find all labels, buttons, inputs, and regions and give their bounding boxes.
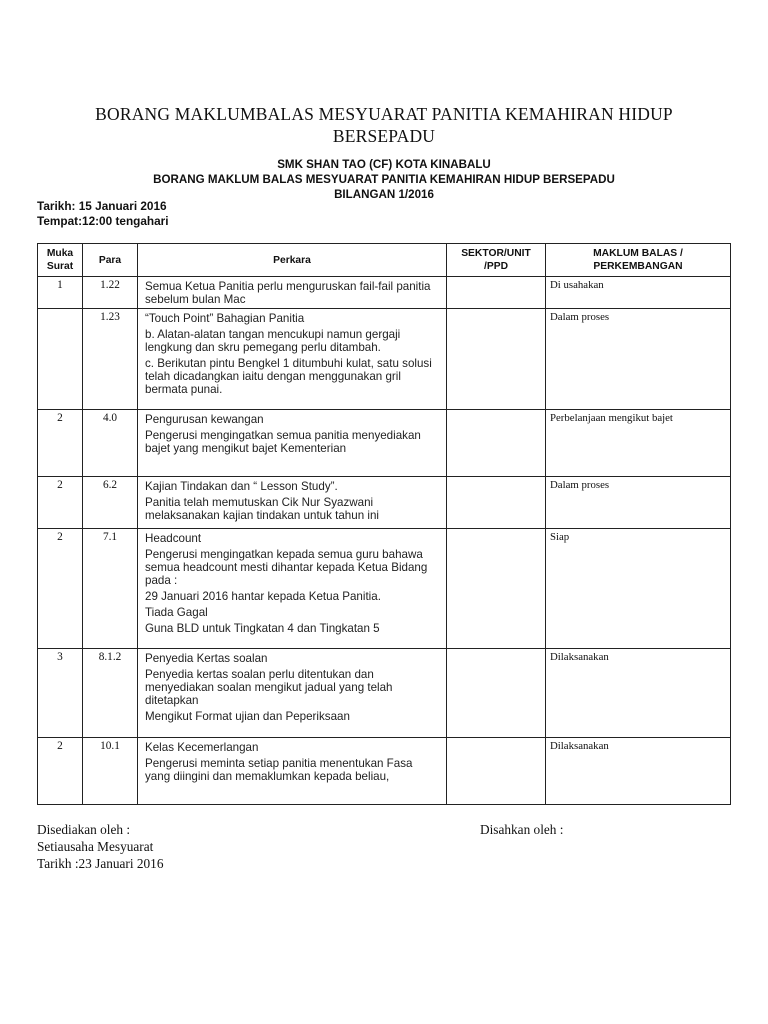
cell-perkara [138, 309, 447, 410]
prepared-date: Tarikh :23 Januari 2016 [37, 856, 164, 871]
cell-perkara [138, 410, 447, 477]
meeting-place: Tempat:12:00 tengahari [37, 214, 169, 228]
header-maklum-balas: MAKLUM BALAS / PERKEMBANGAN [546, 244, 731, 277]
table-row [38, 410, 731, 477]
cell-sektor [447, 529, 546, 649]
cell-sektor [447, 649, 546, 738]
cell-para: 1.23 [83, 309, 138, 410]
document-title-line2: BERSEPADU [332, 126, 436, 146]
perkara-line: b. Alatan-alatan tangan mencukupi namun gergaji lengkung dan skru pemegang perlu ditambah. [145, 328, 401, 354]
header-perkara: Perkara [138, 244, 447, 277]
table-row [38, 477, 731, 529]
header-sektor: SEKTOR/UNIT /PPD [447, 244, 546, 277]
table-row [38, 529, 731, 649]
perkara-line: Kajian Tindakan dan “ Lesson Study”. [145, 480, 338, 493]
perkara-line: Guna BLD untuk Tingkatan 4 dan Tingkatan 5 [145, 622, 380, 635]
perkara-line: Pengurusan kewangan [145, 413, 264, 426]
cell-para: 8.1.2 [83, 649, 138, 738]
perkara-line: Pengerusi meminta setiap panitia menentukan Fasa yang diingini dan memaklumkan kepada beliau, [145, 757, 413, 783]
document-title [40, 103, 728, 147]
table-row [38, 649, 731, 738]
cell-sektor [447, 309, 546, 410]
cell-perkara [138, 649, 447, 738]
document-title-line1: BORANG MAKLUMBALAS MESYUARAT PANITIA KEMAHIRAN HIDUP [95, 104, 673, 124]
prepared-by-name: Setiausaha Mesyuarat [37, 839, 154, 854]
cell-para: 4.0 [83, 410, 138, 477]
cell-maklum-balas: Dilaksanakan [546, 649, 731, 738]
form-name: BORANG MAKLUM BALAS MESYUARAT PANITIA KEMAHIRAN HIDUP BERSEPADU [153, 173, 615, 186]
cell-muka-surat: 2 [38, 477, 83, 529]
cell-muka-surat: 2 [38, 410, 83, 477]
perkara-line: Penyedia kertas soalan perlu ditentukan dan menyediakan soalan mengikut jadual yang telah ditetapkan [145, 668, 393, 707]
perkara-line: c. Berikutan pintu Bengkel 1 ditumbuhi kulat, satu solusi telah dicadangkan iaitu dengan menggunakan gril bermata punai. [145, 357, 432, 396]
cell-maklum-balas: Dilaksanakan [546, 738, 731, 805]
school-name: SMK SHAN TAO (CF) KOTA KINABALU [277, 158, 491, 171]
cell-maklum-balas: Di usahakan [546, 277, 731, 309]
cell-para: 6.2 [83, 477, 138, 529]
perkara-line: Pengerusi mengingatkan kepada semua guru bahawa semua headcount mesti dihantar kepada Ketua Bidang pada : [145, 548, 428, 587]
feedback-table [37, 243, 731, 805]
cell-maklum-balas: Dalam proses [546, 477, 731, 529]
cell-muka-surat [38, 309, 83, 410]
cell-muka-surat: 2 [38, 738, 83, 805]
cell-perkara [138, 477, 447, 529]
cell-muka-surat: 3 [38, 649, 83, 738]
perkara-line: Headcount [145, 532, 202, 545]
perkara-line: Kelas Kecemerlangan [145, 741, 259, 754]
cell-sektor [447, 410, 546, 477]
cell-sektor [447, 738, 546, 805]
perkara-line: Penyedia Kertas soalan [145, 652, 268, 665]
cell-maklum-balas: Perbelanjaan mengikut bajet [546, 410, 731, 477]
cell-muka-surat: 1 [38, 277, 83, 309]
prepared-by-label: Disediakan oleh : [37, 822, 131, 837]
cell-maklum-balas: Siap [546, 529, 731, 649]
form-header [40, 157, 728, 202]
header-para: Para [83, 244, 138, 277]
perkara-line: Panitia telah memutuskan Cik Nur Syazwani melaksanakan kajian tindakan untuk tahun ini [145, 496, 379, 522]
approved-by-label: Disahkan oleh : [480, 822, 564, 837]
perkara-line: Semua Ketua Panitia perlu menguruskan fail-fail panitia sebelum bulan Mac [145, 280, 431, 306]
table-row [38, 738, 731, 805]
table-row [38, 309, 731, 410]
cell-muka-surat: 2 [38, 529, 83, 649]
cell-para: 10.1 [83, 738, 138, 805]
perkara-line: 29 Januari 2016 hantar kepada Ketua Panitia. [145, 590, 381, 603]
cell-para: 7.1 [83, 529, 138, 649]
cell-sektor [447, 277, 546, 309]
cell-perkara [138, 738, 447, 805]
perkara-line: Tiada Gagal [145, 606, 208, 619]
perkara-line: Pengerusi mengingatkan semua panitia menyediakan bajet yang mengikut bajet Kementerian [145, 429, 421, 455]
perkara-line: Mengikut Format ujian dan Peperiksaan [145, 710, 350, 723]
cell-para: 1.22 [83, 277, 138, 309]
perkara-line: “Touch Point” Bahagian Panitia [145, 312, 305, 325]
header-muka-surat: Muka Surat [38, 244, 83, 277]
cell-perkara [138, 277, 447, 309]
table-row [38, 277, 731, 309]
cell-maklum-balas: Dalam proses [546, 309, 731, 410]
meeting-date: Tarikh: 15 Januari 2016 [37, 199, 167, 213]
cell-sektor [447, 477, 546, 529]
form-number: BILANGAN 1/2016 [334, 188, 434, 201]
table-header-row [38, 244, 731, 277]
cell-perkara [138, 529, 447, 649]
